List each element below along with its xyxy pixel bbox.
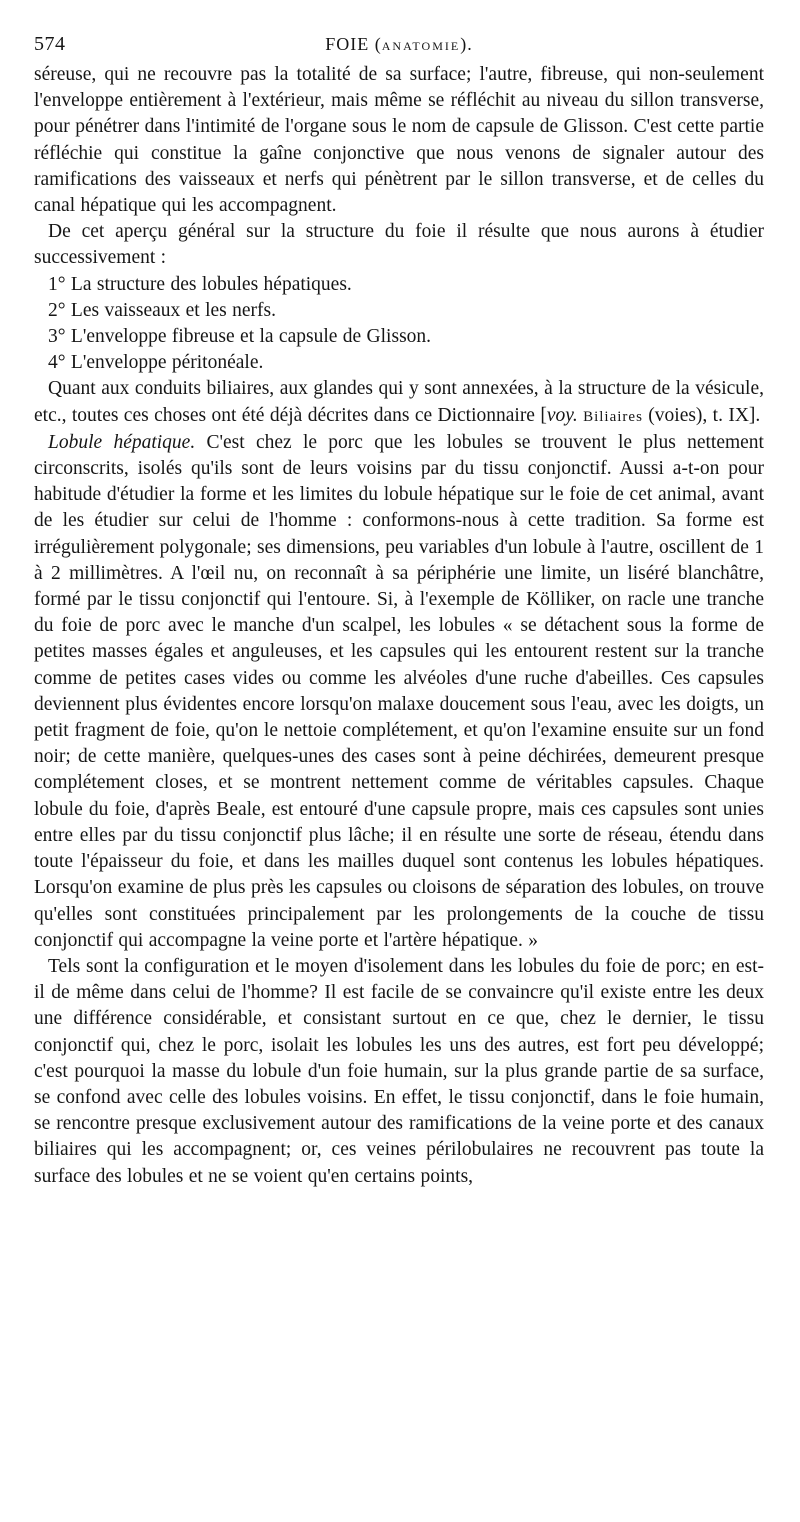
running-title-open: ( [369, 34, 382, 54]
page [34, 26, 764, 1190]
list-item: 2° Les vaisseaux et les nerfs. [48, 299, 276, 321]
paragraph-3 [34, 376, 764, 429]
voy-abbrev: voy. [546, 404, 578, 426]
paragraph-1: séreuse, qui ne recouvre pas la totalité de sa surface; l'autre, fibreuse, qui non-seulement l'enveloppe entièrement à l'extérieur, mais même se réfléchit au niveau du sillon transverse, pour pénétrer dans l'intimité de l'organe sous le nom de capsule de Glisson. C'est cette partie réfléchie qui constitue la gaîne conjonctive que nous venons de signaler autour des ramifications des vaisseaux et nerfs qui pénètrent par le sillon transverse, et de celles du canal hépatique qui les accompagnent. [34, 64, 764, 217]
paragraph-3-text: Quant aux conduits biliaires, aux glandes qui y sont annexées, à la structure de la vésicule, etc., toutes ces choses ont été déjà décrites dans ce Dictionnaire [ [34, 378, 764, 426]
running-title [34, 26, 764, 64]
paragraph-3-end: (voies), t. IX]. [642, 404, 761, 426]
body-text [34, 62, 764, 1190]
paragraph-4-text: C'est chez le porc que les lobules se trouvent le plus nettement circonscrits, isolés qu'ils sont de leurs voisins par du tissu conjonctif. Aussi a-t-on pour habitude d'étudier la forme et les limites du lobule hépatique sur le foie de cet animal, avant de les étudier sur celui de l'homme : conformons-nous à cette tradition. Sa forme est irrégulièrement polygonale; ses dimensions, peu variables d'un lobule à l'autre, oscillent de 1 à 2 millimètres. A l'œil nu, on reconnaît à sa périphérie une limite, un liséré blanchâtre, formé par le tissu conjonctif qui l'entoure. Si, à l'exemple de Kölliker, on racle une tranche du foie de porc avec le manche d'un scalpel, les lobules « se détachent sous la forme de petites masses égales et anguleuses, et les capsules qui les entourent restent sur la tranche comme de petites cases vides ou comme les alvéoles d'une ruche d'abeilles. Ces capsules deviennent plus évidentes encore lorsqu'on malaxe doucement sous l'eau, avec les doigts, un petit fragment de foie, qu'on le nettoie complétement, et qu'on l'examine ensuite sur un fond noir; de cette manière, quelques-unes des cases sont à peine déchirées, demeurent presque complétement closes, et se montrent nettement comme de véritables capsules. Chaque lobule du foie, d'après Beale, est entouré d'une capsule propre, mais ces capsules sont unies entre elles par du tissu conjonctif plus lâche; il en résulte une sorte de réseau, étendu dans toute l'épaisseur du foie, et dans les mailles duquel sont contenus les lobules hépatiques. Lorsqu'on examine de plus près les capsules ou cloisons de séparation des lobules, on trouve qu'elles sont constituées principalement par les prolongements de la couche de tissu conjonctif qui accompagne la veine porte et l'artère hépatique. » [34, 431, 764, 951]
list-item: 3° L'enveloppe fibreuse et la capsule de Glisson. [48, 326, 432, 348]
paragraph-2: De cet aperçu général sur la structure du foie il résulte que nous aurons à étudier successivement : [34, 221, 764, 269]
list-item: 1° La structure des lobules hépatiques. [48, 273, 352, 295]
paragraph-5: Tels sont la configuration et le moyen d'isolement dans les lobules du foie de porc; en est-il de même dans celui de l'homme? Il est facile de se convaincre qu'il existe entre les deux une différence considérable, et consistant surtout en ce que, chez le dernier, le tissu conjonctif qui, chez le porc, isolait les lobules les uns des autres, est fort peu développé; c'est pourquoi la masse du lobule d'un foie humain, sur la plus grande partie de sa surface, se confond avec celle des lobules voisins. En effet, le tissu conjonctif, dans le foie humain, se rencontre presque exclusivement autour des ramifications de la veine porte et des canaux biliaires qui les accompagnent; or, ces veines périlobulaires ne recouvrent pas toute la surface des lobules et ne se voient qu'en certains points, [34, 955, 764, 1187]
page-number: 574 [34, 33, 66, 55]
running-header [34, 26, 764, 62]
running-title-main: FOIE [325, 34, 370, 54]
running-title-sub: ANATOMIE [381, 39, 461, 53]
cross-reference: Biliaires [583, 408, 643, 425]
list-item: 4° L'enveloppe péritonéale. [48, 352, 264, 374]
paragraph-4 [34, 430, 764, 954]
running-title-close: ). [460, 34, 473, 54]
section-heading-lobule: Lobule hépatique. [48, 431, 196, 453]
